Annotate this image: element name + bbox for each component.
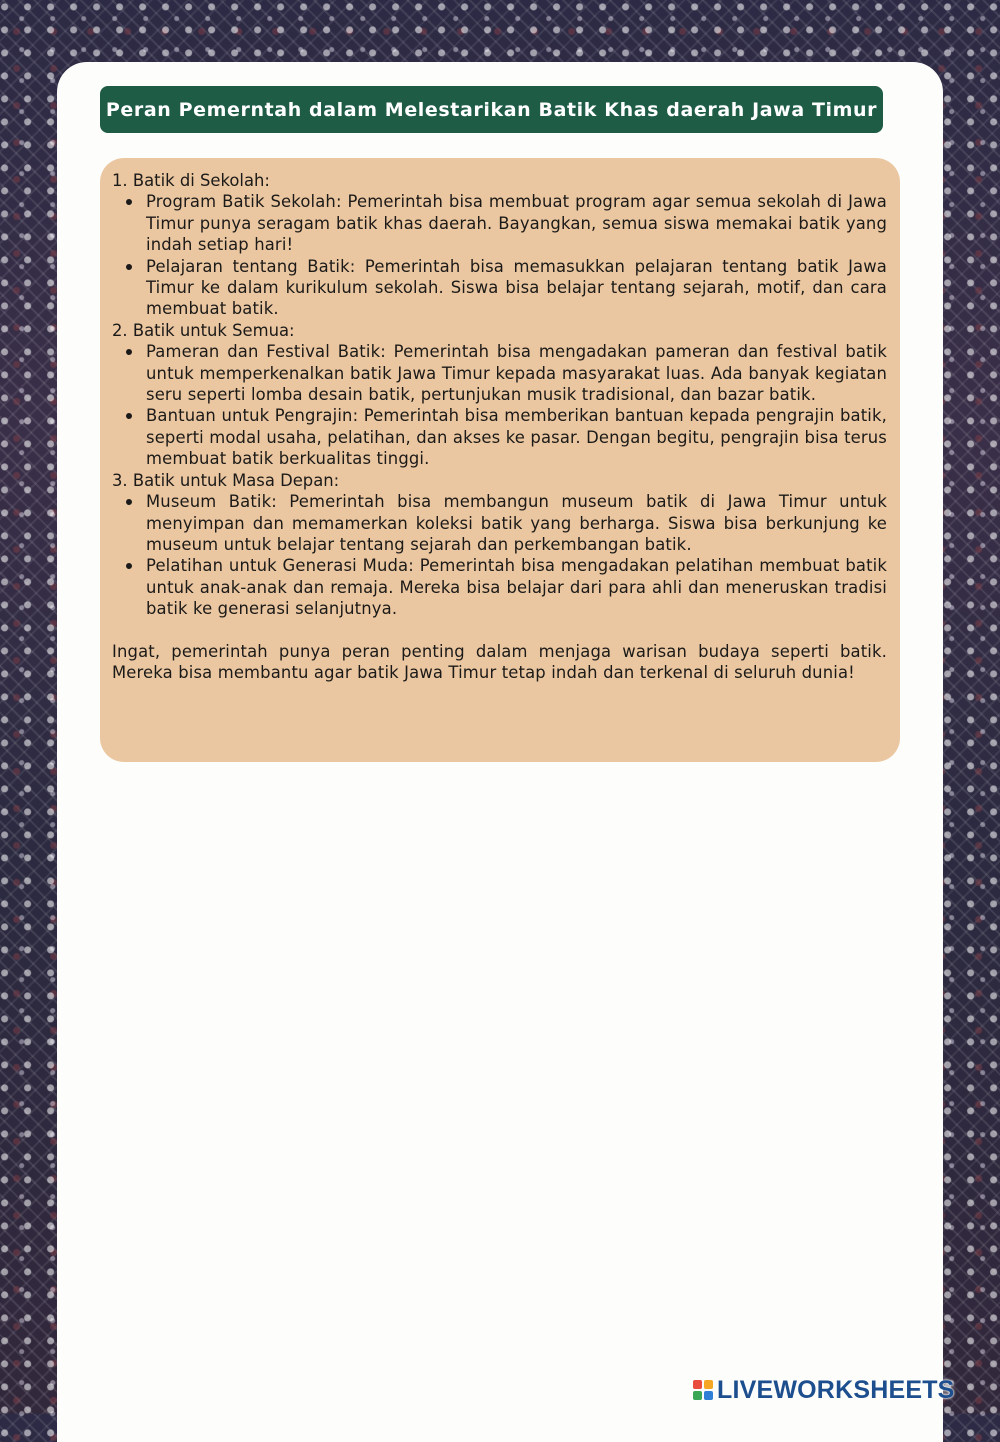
brand-name: LIVEWORKSHEETS xyxy=(717,1375,955,1404)
title-banner xyxy=(100,86,883,133)
list-item: Pameran dan Festival Batik: Pemerintah bisa mengadakan pameran dan festival batik untuk memperkenalkan batik Jawa Timur kepada masyarakat luas. Ada banyak kegiatan seru seperti lomba desain batik, pertunjukan musik tradisional, dan bazar batik. xyxy=(146,342,887,405)
section-batik-di-sekolah xyxy=(112,170,887,320)
list-item: Bantuan untuk Pengrajin: Pemerintah bisa memberikan bantuan kepada pengrajin batik, seperti modal usaha, pelatihan, dan akses ke pasar. Dengan begitu, pengrajin bisa terus membuat batik berkualitas tinggi. xyxy=(146,406,887,469)
closing-paragraph: Ingat, pemerintah punya peran penting dalam menjaga warisan budaya seperti batik. Mereka bisa membantu agar batik Jawa Timur tetap indah dan terkenal di seluruh dunia! xyxy=(112,641,887,682)
section-heading: 2. Batik untuk Semua: xyxy=(112,320,295,340)
content-panel xyxy=(100,158,900,762)
page-title: Peran Pemerntah dalam Melestarikan Batik Khas daerah Jawa Timur xyxy=(105,98,878,121)
section-batik-untuk-semua xyxy=(112,320,887,470)
liveworksheets-brand xyxy=(693,1376,955,1404)
section-heading: 3. Batik untuk Masa Depan: xyxy=(112,470,340,490)
logo-tile xyxy=(704,1380,713,1389)
list-item: Pelajaran tentang Batik: Pemerintah bisa memasukkan pelajaran tentang batik Jawa Timur ke dalam kurikulum sekolah. Siswa bisa belajar tentang sejarah, motif, dan cara membuat batik. xyxy=(146,256,887,319)
liveworksheets-logo-icon xyxy=(693,1380,713,1400)
logo-tile xyxy=(704,1391,713,1400)
list-item: Museum Batik: Pemerintah bisa membangun museum batik di Jawa Timur untuk menyimpan dan memamerkan koleksi batik yang berharga. Siswa bisa berkunjung ke museum untuk belajar tentang sejarah dan perkembangan batik. xyxy=(146,492,887,554)
bullet-list xyxy=(112,191,887,319)
list-item: Program Batik Sekolah: Pemerintah bisa membuat program agar semua sekolah di Jawa Timur punya seragam batik khas daerah. Bayangkan, semua siswa memakai batik yang indah setiap hari! xyxy=(146,192,887,255)
section-batik-untuk-masa-depan xyxy=(112,470,887,620)
bullet-list xyxy=(112,491,887,619)
logo-tile xyxy=(693,1391,702,1400)
logo-tile xyxy=(693,1380,702,1389)
section-heading: 1. Batik di Sekolah: xyxy=(112,171,270,190)
bullet-list xyxy=(112,341,887,469)
list-item: Pelatihan untuk Generasi Muda: Pemerintah bisa mengadakan pelatihan membuat batik untuk anak-anak dan remaja. Mereka bisa belajar dari para ahli dan meneruskan tradisi batik ke generasi selanjutnya. xyxy=(146,556,887,619)
